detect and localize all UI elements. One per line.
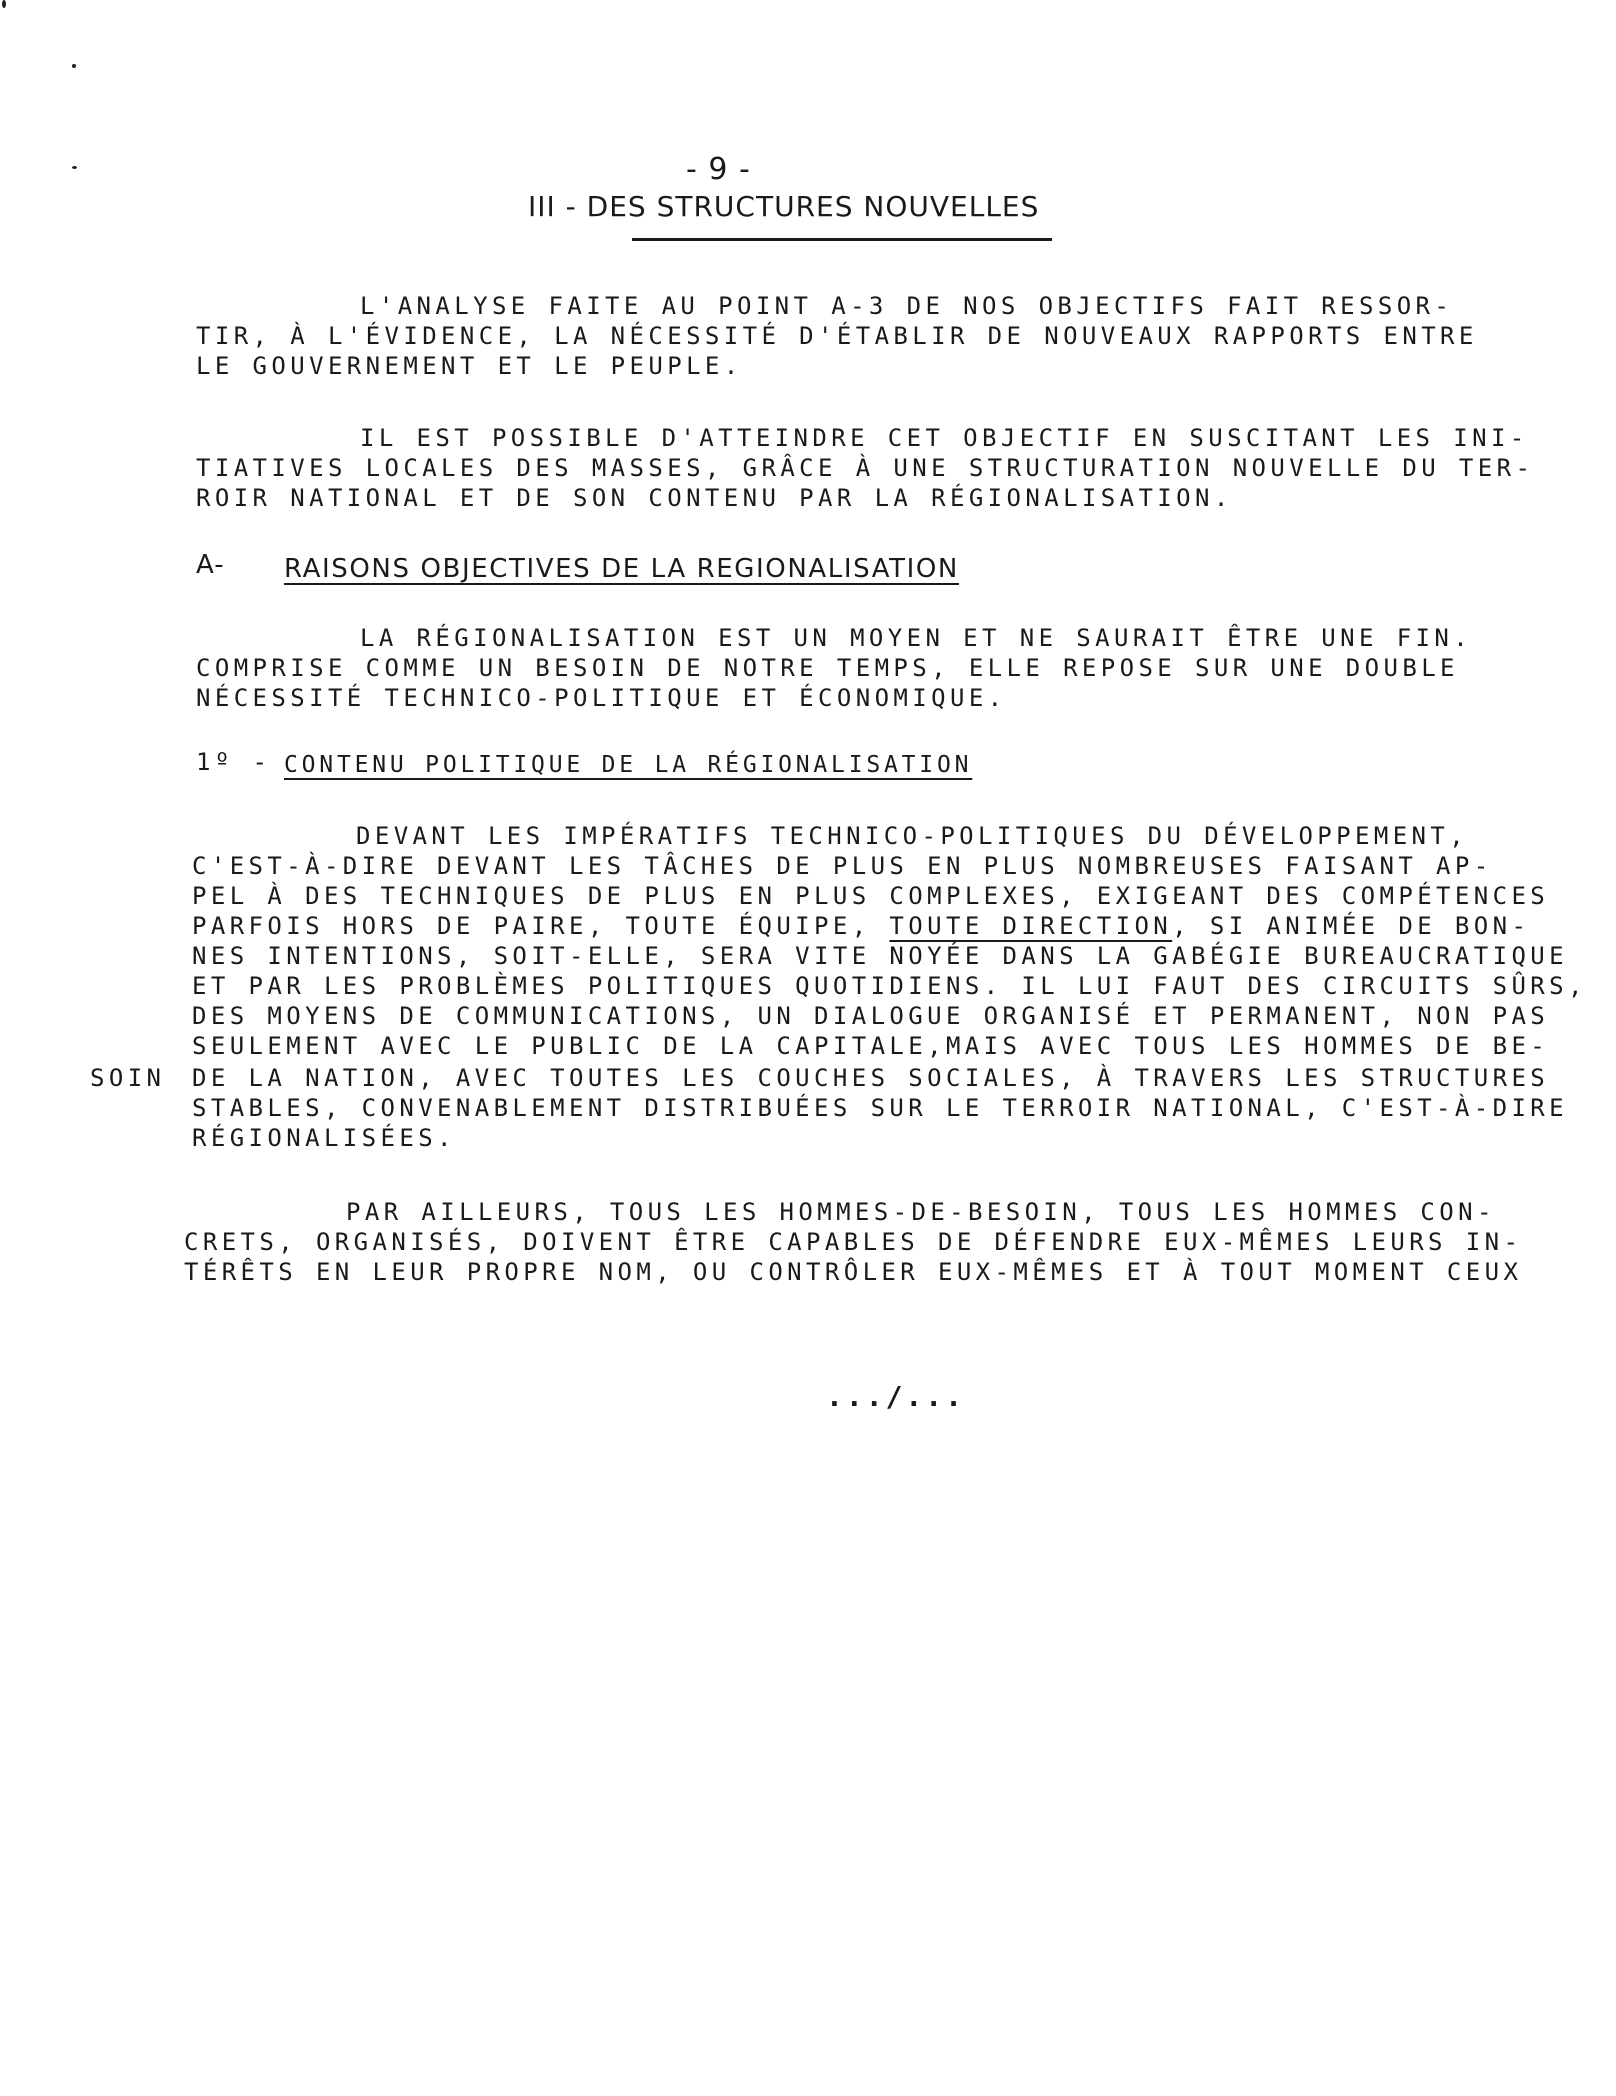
paragraph-4-line-3: PEL À DES TECHNIQUES DE PLUS EN PLUS COMPLEXES, EXIGEANT DES COMPÉTENCES [192, 882, 1550, 910]
paragraph-4-line-1: DEVANT LES IMPÉRATIFS TECHNICO-POLITIQUES DU DÉVELOPPEMENT, [356, 822, 1469, 850]
continuation-marker: .../... [826, 1380, 966, 1413]
heading-a-label: A- [196, 550, 225, 580]
paragraph-3-line-2: COMPRISE COMME UN BESOIN DE NOTRE TEMPS, ELLE REPOSE SUR UNE DOUBLE [196, 654, 1459, 682]
paragraph-5-line-1: PAR AILLEURS, TOUS LES HOMMES-DE-BESOIN, TOUS LES HOMMES CON- [346, 1198, 1496, 1226]
paragraph-4-line-7: DES MOYENS DE COMMUNICATIONS, UN DIALOGUE ORGANISÉ ET PERMANENT, NON PAS [192, 1002, 1550, 1030]
paragraph-4-line-10: STABLES, CONVENABLEMENT DISTRIBUÉES SUR LE TERROIR NATIONAL, C'EST-À-DIRE [192, 1094, 1568, 1122]
paragraph-4-line-6: ET PAR LES PROBLÈMES POLITIQUES QUOTIDIENS. IL LUI FAUT DES CIRCUITS SÛRS, [192, 972, 1587, 1000]
paragraph-4-line-5: NES INTENTIONS, SOIT-ELLE, SERA VITE NOYÉE DANS LA GABÉGIE BUREAUCRATIQUE [192, 942, 1568, 970]
heading-1-label: 1º - [196, 748, 272, 776]
heading-a-text: RAISONS OBJECTIVES DE LA REGIONALISATION [284, 554, 959, 584]
margin-note: SOIN [90, 1064, 166, 1092]
paragraph-2-line-3: ROIR NATIONAL ET DE SON CONTENU PAR LA RÉGIONALISATION. [196, 484, 1233, 512]
paragraph-5-line-2: CRETS, ORGANISÉS, DOIVENT ÊTRE CAPABLES DE DÉFENDRE EUX-MÊMES LEURS IN- [184, 1228, 1523, 1256]
paragraph-3-line-1: LA RÉGIONALISATION EST UN MOYEN ET NE SAURAIT ÊTRE UNE FIN. [360, 624, 1473, 652]
title-underline [632, 238, 1052, 241]
heading-1-text: CONTENU POLITIQUE DE LA RÉGIONALISATION [284, 752, 973, 778]
paragraph-3-line-3: NÉCESSITÉ TECHNICO-POLITIQUE ET ÉCONOMIQUE. [196, 684, 1007, 712]
underlined-toute-direction: TOUTE DIRECTION [889, 912, 1173, 940]
scan-speck [72, 64, 76, 68]
paragraph-5-line-3: TÉRÊTS EN LEUR PROPRE NOM, OU CONTRÔLER EUX-MÊMES ET À TOUT MOMENT CEUX [184, 1258, 1523, 1286]
paragraph-4-line-2: C'EST-À-DIRE DEVANT LES TÂCHES DE PLUS EN PLUS NOMBREUSES FAISANT AP- [192, 852, 1493, 880]
paragraph-4-line-4-end: , SI ANIMÉE DE BON- [1172, 912, 1531, 940]
section-title: III - DES STRUCTURES NOUVELLES [528, 190, 1040, 223]
paragraph-1-line-2: TIR, À L'ÉVIDENCE, LA NÉCESSITÉ D'ÉTABLIR DE NOUVEAUX RAPPORTS ENTRE [196, 322, 1478, 350]
scan-speck [72, 166, 77, 169]
paragraph-2-line-1: IL EST POSSIBLE D'ATTEINDRE CET OBJECTIF EN SUSCITANT LES INI- [360, 424, 1529, 452]
paragraph-4-line-4 [192, 912, 1530, 940]
paragraph-1-line-3: LE GOUVERNEMENT ET LE PEUPLE. [196, 352, 743, 380]
paragraph-4-line-8: SEULEMENT AVEC LE PUBLIC DE LA CAPITALE,MAIS AVEC TOUS LES HOMMES DE BE- [192, 1032, 1550, 1060]
paragraph-4-line-11: RÉGIONALISÉES. [192, 1124, 456, 1152]
page-number: - 9 - [686, 152, 751, 187]
scan-speck [2, 0, 6, 8]
paragraph-4-line-4-start: PARFOIS HORS DE PAIRE, TOUTE ÉQUIPE, [192, 912, 890, 940]
paragraph-1-line-1: L'ANALYSE FAITE AU POINT A-3 DE NOS OBJECTIFS FAIT RESSOR- [360, 292, 1454, 320]
paragraph-2-line-2: TIATIVES LOCALES DES MASSES, GRÂCE À UNE STRUCTURATION NOUVELLE DU TER- [196, 454, 1535, 482]
paragraph-4-line-9: DE LA NATION, AVEC TOUTES LES COUCHES SOCIALES, À TRAVERS LES STRUCTURES [192, 1064, 1550, 1092]
